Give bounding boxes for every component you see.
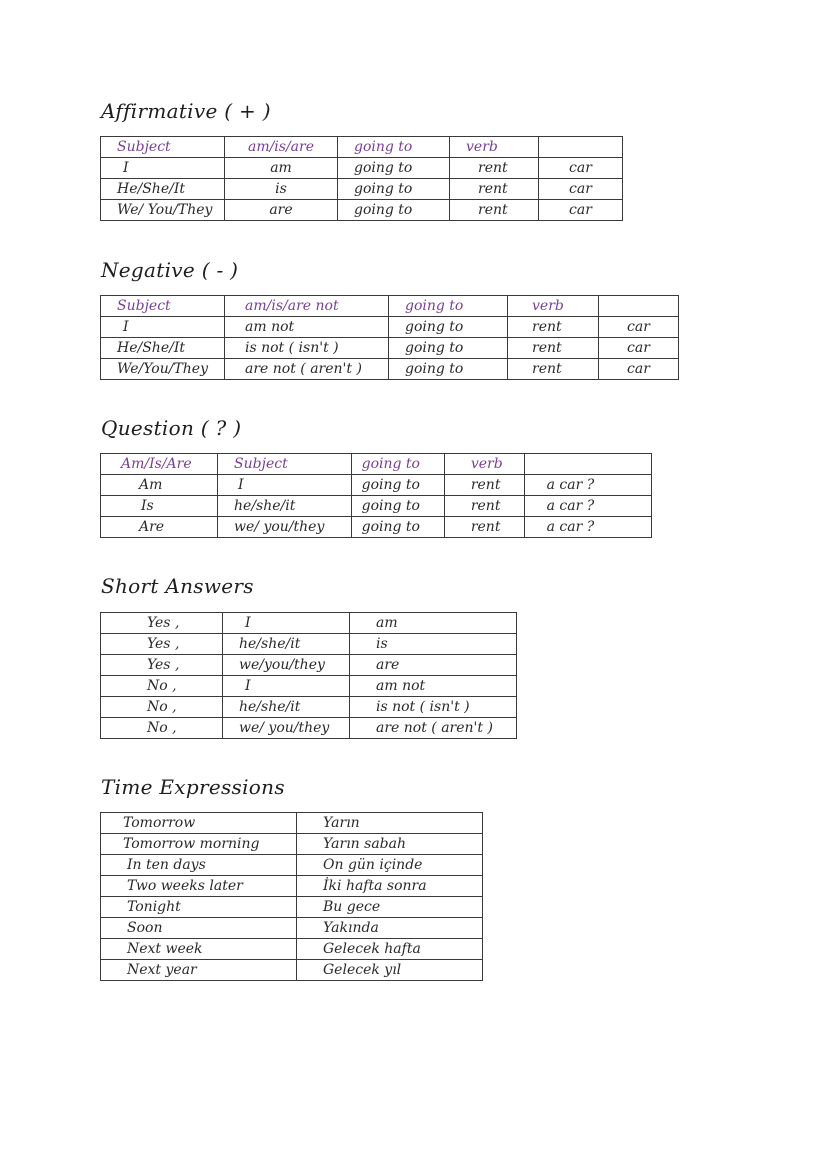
- table-row: [101, 876, 483, 897]
- header-cell: going to: [389, 296, 508, 317]
- header-cell: Subject: [218, 454, 352, 475]
- table-cell: rent: [508, 359, 599, 380]
- time-expressions-heading: Time Expressions: [101, 775, 285, 799]
- table-cell: In ten days: [101, 855, 297, 876]
- table-row: [101, 655, 517, 676]
- table-cell: is not ( isn't ): [225, 338, 389, 359]
- table-cell: rent: [450, 179, 539, 200]
- table-cell: Tomorrow: [101, 813, 297, 834]
- header-cell: going to: [351, 454, 444, 475]
- table-row: [101, 200, 623, 221]
- table-cell: am not: [350, 676, 517, 697]
- negative-table: [100, 295, 679, 380]
- table-row: [101, 317, 679, 338]
- table-cell: We/ You/They: [101, 200, 225, 221]
- table-cell: No ,: [101, 676, 223, 697]
- table-cell: Tomorrow morning: [101, 834, 297, 855]
- table-cell: rent: [508, 338, 599, 359]
- table-row: [101, 813, 483, 834]
- question-heading: Question ( ? ): [101, 416, 242, 440]
- table-cell: rent: [444, 517, 524, 538]
- table-cell: am: [350, 613, 517, 634]
- table-header-row: [101, 454, 652, 475]
- affirmative-heading: Affirmative ( + ): [101, 99, 271, 123]
- table-cell: going to: [389, 338, 508, 359]
- header-cell: am/is/are: [225, 137, 338, 158]
- table-cell: a car ?: [524, 475, 651, 496]
- table-cell: Soon: [101, 918, 297, 939]
- table-cell: are: [225, 200, 338, 221]
- table-cell: he/she/it: [223, 634, 350, 655]
- table-cell: Yes ,: [101, 613, 223, 634]
- table-cell: No ,: [101, 718, 223, 739]
- table-row: [101, 939, 483, 960]
- table-cell: rent: [444, 496, 524, 517]
- table-cell: a car ?: [524, 517, 651, 538]
- table-cell: is not ( isn't ): [350, 697, 517, 718]
- table-row: [101, 834, 483, 855]
- table-cell: Yarın: [297, 813, 483, 834]
- table-cell: we/ you/they: [223, 718, 350, 739]
- table-cell: car: [599, 338, 679, 359]
- table-cell: car: [539, 200, 623, 221]
- table-cell: we/ you/they: [218, 517, 352, 538]
- table-cell: On gün içinde: [297, 855, 483, 876]
- table-cell: He/She/It: [101, 179, 225, 200]
- table-row: [101, 338, 679, 359]
- table-cell: are not ( aren't ): [225, 359, 389, 380]
- table-cell: car: [599, 359, 679, 380]
- short-answers-table: [100, 612, 517, 739]
- time-expressions-table: [100, 812, 483, 981]
- table-cell: Next year: [101, 960, 297, 981]
- header-cell: Subject: [101, 296, 225, 317]
- table-cell: going to: [351, 517, 444, 538]
- table-row: [101, 158, 623, 179]
- question-table: [100, 453, 652, 538]
- table-cell: going to: [351, 475, 444, 496]
- table-cell: Yakında: [297, 918, 483, 939]
- header-cell: going to: [338, 137, 450, 158]
- table-cell: İki hafta sonra: [297, 876, 483, 897]
- table-cell: rent: [450, 200, 539, 221]
- table-cell: is: [350, 634, 517, 655]
- table-row: [101, 517, 652, 538]
- table-row: [101, 960, 483, 981]
- table-cell: am: [225, 158, 338, 179]
- table-cell: I: [223, 676, 350, 697]
- table-cell: he/she/it: [218, 496, 352, 517]
- table-cell: is: [225, 179, 338, 200]
- table-cell: Next week: [101, 939, 297, 960]
- table-cell: Yes ,: [101, 634, 223, 655]
- table-cell: No ,: [101, 697, 223, 718]
- table-cell: We/You/They: [101, 359, 225, 380]
- table-row: [101, 676, 517, 697]
- table-cell: Yes ,: [101, 655, 223, 676]
- table-row: [101, 475, 652, 496]
- table-cell: I: [223, 613, 350, 634]
- header-cell: verb: [508, 296, 599, 317]
- table-cell: Are: [101, 517, 218, 538]
- table-cell: rent: [508, 317, 599, 338]
- table-cell: a car ?: [524, 496, 651, 517]
- table-cell: going to: [351, 496, 444, 517]
- table-cell: Two weeks later: [101, 876, 297, 897]
- header-cell: Subject: [101, 137, 225, 158]
- table-header-row: [101, 296, 679, 317]
- table-row: [101, 359, 679, 380]
- table-cell: Tonight: [101, 897, 297, 918]
- table-cell: He/She/It: [101, 338, 225, 359]
- negative-heading: Negative ( - ): [101, 258, 239, 282]
- header-cell: verb: [450, 137, 539, 158]
- table-cell: Is: [101, 496, 218, 517]
- header-cell: am/is/are not: [225, 296, 389, 317]
- table-cell: are not ( aren't ): [350, 718, 517, 739]
- header-cell: verb: [444, 454, 524, 475]
- short-answers-heading: Short Answers: [101, 574, 254, 598]
- table-cell: going to: [389, 359, 508, 380]
- header-cell: [539, 137, 623, 158]
- affirmative-table: [100, 136, 623, 221]
- table-cell: going to: [389, 317, 508, 338]
- table-cell: going to: [338, 158, 450, 179]
- table-cell: car: [599, 317, 679, 338]
- table-row: [101, 718, 517, 739]
- table-cell: going to: [338, 200, 450, 221]
- table-cell: Gelecek hafta: [297, 939, 483, 960]
- table-row: [101, 634, 517, 655]
- table-row: [101, 496, 652, 517]
- table-cell: Gelecek yıl: [297, 960, 483, 981]
- table-cell: Yarın sabah: [297, 834, 483, 855]
- table-cell: going to: [338, 179, 450, 200]
- table-cell: I: [218, 475, 352, 496]
- table-row: [101, 179, 623, 200]
- table-cell: am not: [225, 317, 389, 338]
- table-cell: car: [539, 179, 623, 200]
- table-cell: I: [101, 158, 225, 179]
- table-row: [101, 697, 517, 718]
- table-cell: car: [539, 158, 623, 179]
- table-row: [101, 918, 483, 939]
- table-cell: Am: [101, 475, 218, 496]
- table-header-row: [101, 137, 623, 158]
- header-cell: [524, 454, 651, 475]
- table-cell: are: [350, 655, 517, 676]
- header-cell: [599, 296, 679, 317]
- table-cell: he/she/it: [223, 697, 350, 718]
- table-cell: we/you/they: [223, 655, 350, 676]
- table-cell: rent: [450, 158, 539, 179]
- table-row: [101, 855, 483, 876]
- table-cell: rent: [444, 475, 524, 496]
- table-row: [101, 613, 517, 634]
- header-cell: Am/Is/Are: [101, 454, 218, 475]
- table-cell: I: [101, 317, 225, 338]
- table-cell: Bu gece: [297, 897, 483, 918]
- table-row: [101, 897, 483, 918]
